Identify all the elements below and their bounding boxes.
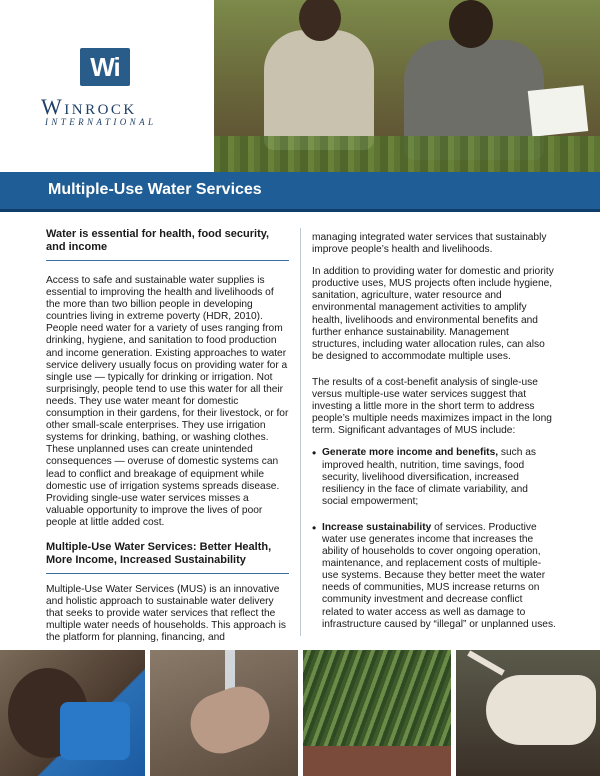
list-item-bold: Increase sustainability <box>322 521 432 533</box>
logo-name: Winrock <box>41 94 137 119</box>
list-item-bold: Generate more income and benefits, <box>322 447 499 459</box>
title-banner <box>0 172 600 212</box>
logo-subtitle: INTERNATIONAL <box>45 117 157 127</box>
list-item <box>322 447 556 507</box>
paragraph-continued: managing integrated water services that sustainably improve people’s health and livelihoods. <box>312 232 547 256</box>
photo-livestock <box>456 650 600 776</box>
right-column <box>312 228 556 641</box>
list-item-text: such as improved health, nutrition, time savings, food security, livelihood diversification, increased resiliency in the face of climate variability, and social empowerment; <box>322 447 537 507</box>
list-item <box>322 522 556 631</box>
photo-onion-crops <box>303 650 451 776</box>
photo-hand-washing <box>150 650 298 776</box>
photo-child-drinking <box>0 650 145 776</box>
paragraph-mus: Multiple-Use Water Services (MUS) is an innovative and holistic approach to sustainable water delivery that seeks to provide water services that reflect the multiple water needs of households. This approach is the platform for planning, financing, and <box>46 583 286 644</box>
logo-area <box>0 0 214 172</box>
paragraph-intro: Access to safe and sustainable water supplies is essential to improving the health and livelihoods of the more than two billion people in developing countries living in extreme poverty (HDR, 2010). People need water for a variety of uses ranging from drinking, hygiene, and sanitation to food production and income generation. Existing approaches to water service delivery usually focus on providing water for a single use — typically for drinking or irrigation. Not surprisingly, people tend to use this water for all their needs. They use water meant for domestic consumption in their gardens, for their livestock, or for other small-scale enterprises. They use irrigation systems for drinking, bathing, or washing clothes. These unplanned uses can create unintended consequences — overuse of domestic systems can lead to conflict and breakage of equipment while domestic use of irrigation systems spreads disease. Providing single-use water services misses a valuable opportunity to improve the lives of poor people at little added cost. <box>46 275 289 528</box>
winrock-logo-icon: Wi <box>80 48 130 86</box>
paragraph-addition: In addition to providing water for domestic and priority productive uses, MUS projects often include hygiene, sanitation, agriculture, water resource and environmental management activities to amplify health, livelihoods and environmental benefits and further enhance sustainability. Management structures, including water allocation rules, can also be designed to accommodate multiple uses. <box>312 266 554 362</box>
photo-strip <box>0 650 600 776</box>
left-column <box>46 228 289 654</box>
section-heading-water-essential: Water is essential for health, food security, and income <box>46 228 289 261</box>
page-title: Multiple-Use Water Services <box>48 181 262 198</box>
hero-photo <box>214 0 600 172</box>
advantages-list <box>312 447 556 630</box>
paragraph-results: The results of a cost-benefit analysis of single-use versus multiple-use water services suggest that investing a little more in the short term to address people’s multiple needs maximizes impact in the long term. Significant advantages of MUS include: <box>312 376 552 437</box>
section-heading-mus: Multiple-Use Water Services: Better Health, More Income, Increased Sustainability <box>46 541 289 574</box>
list-item-text: of services. Productive water use generates income that increases the ability of households to cover ongoing operation, maintenance, and replacement costs of multiple-use systems. Because they better meet the water needs of communities, MUS increase returns on community investment and decrease conflict related to water access as well as damage to infrastructure caused by “illegal” or unplanned uses. <box>322 521 556 630</box>
column-divider <box>300 228 301 636</box>
